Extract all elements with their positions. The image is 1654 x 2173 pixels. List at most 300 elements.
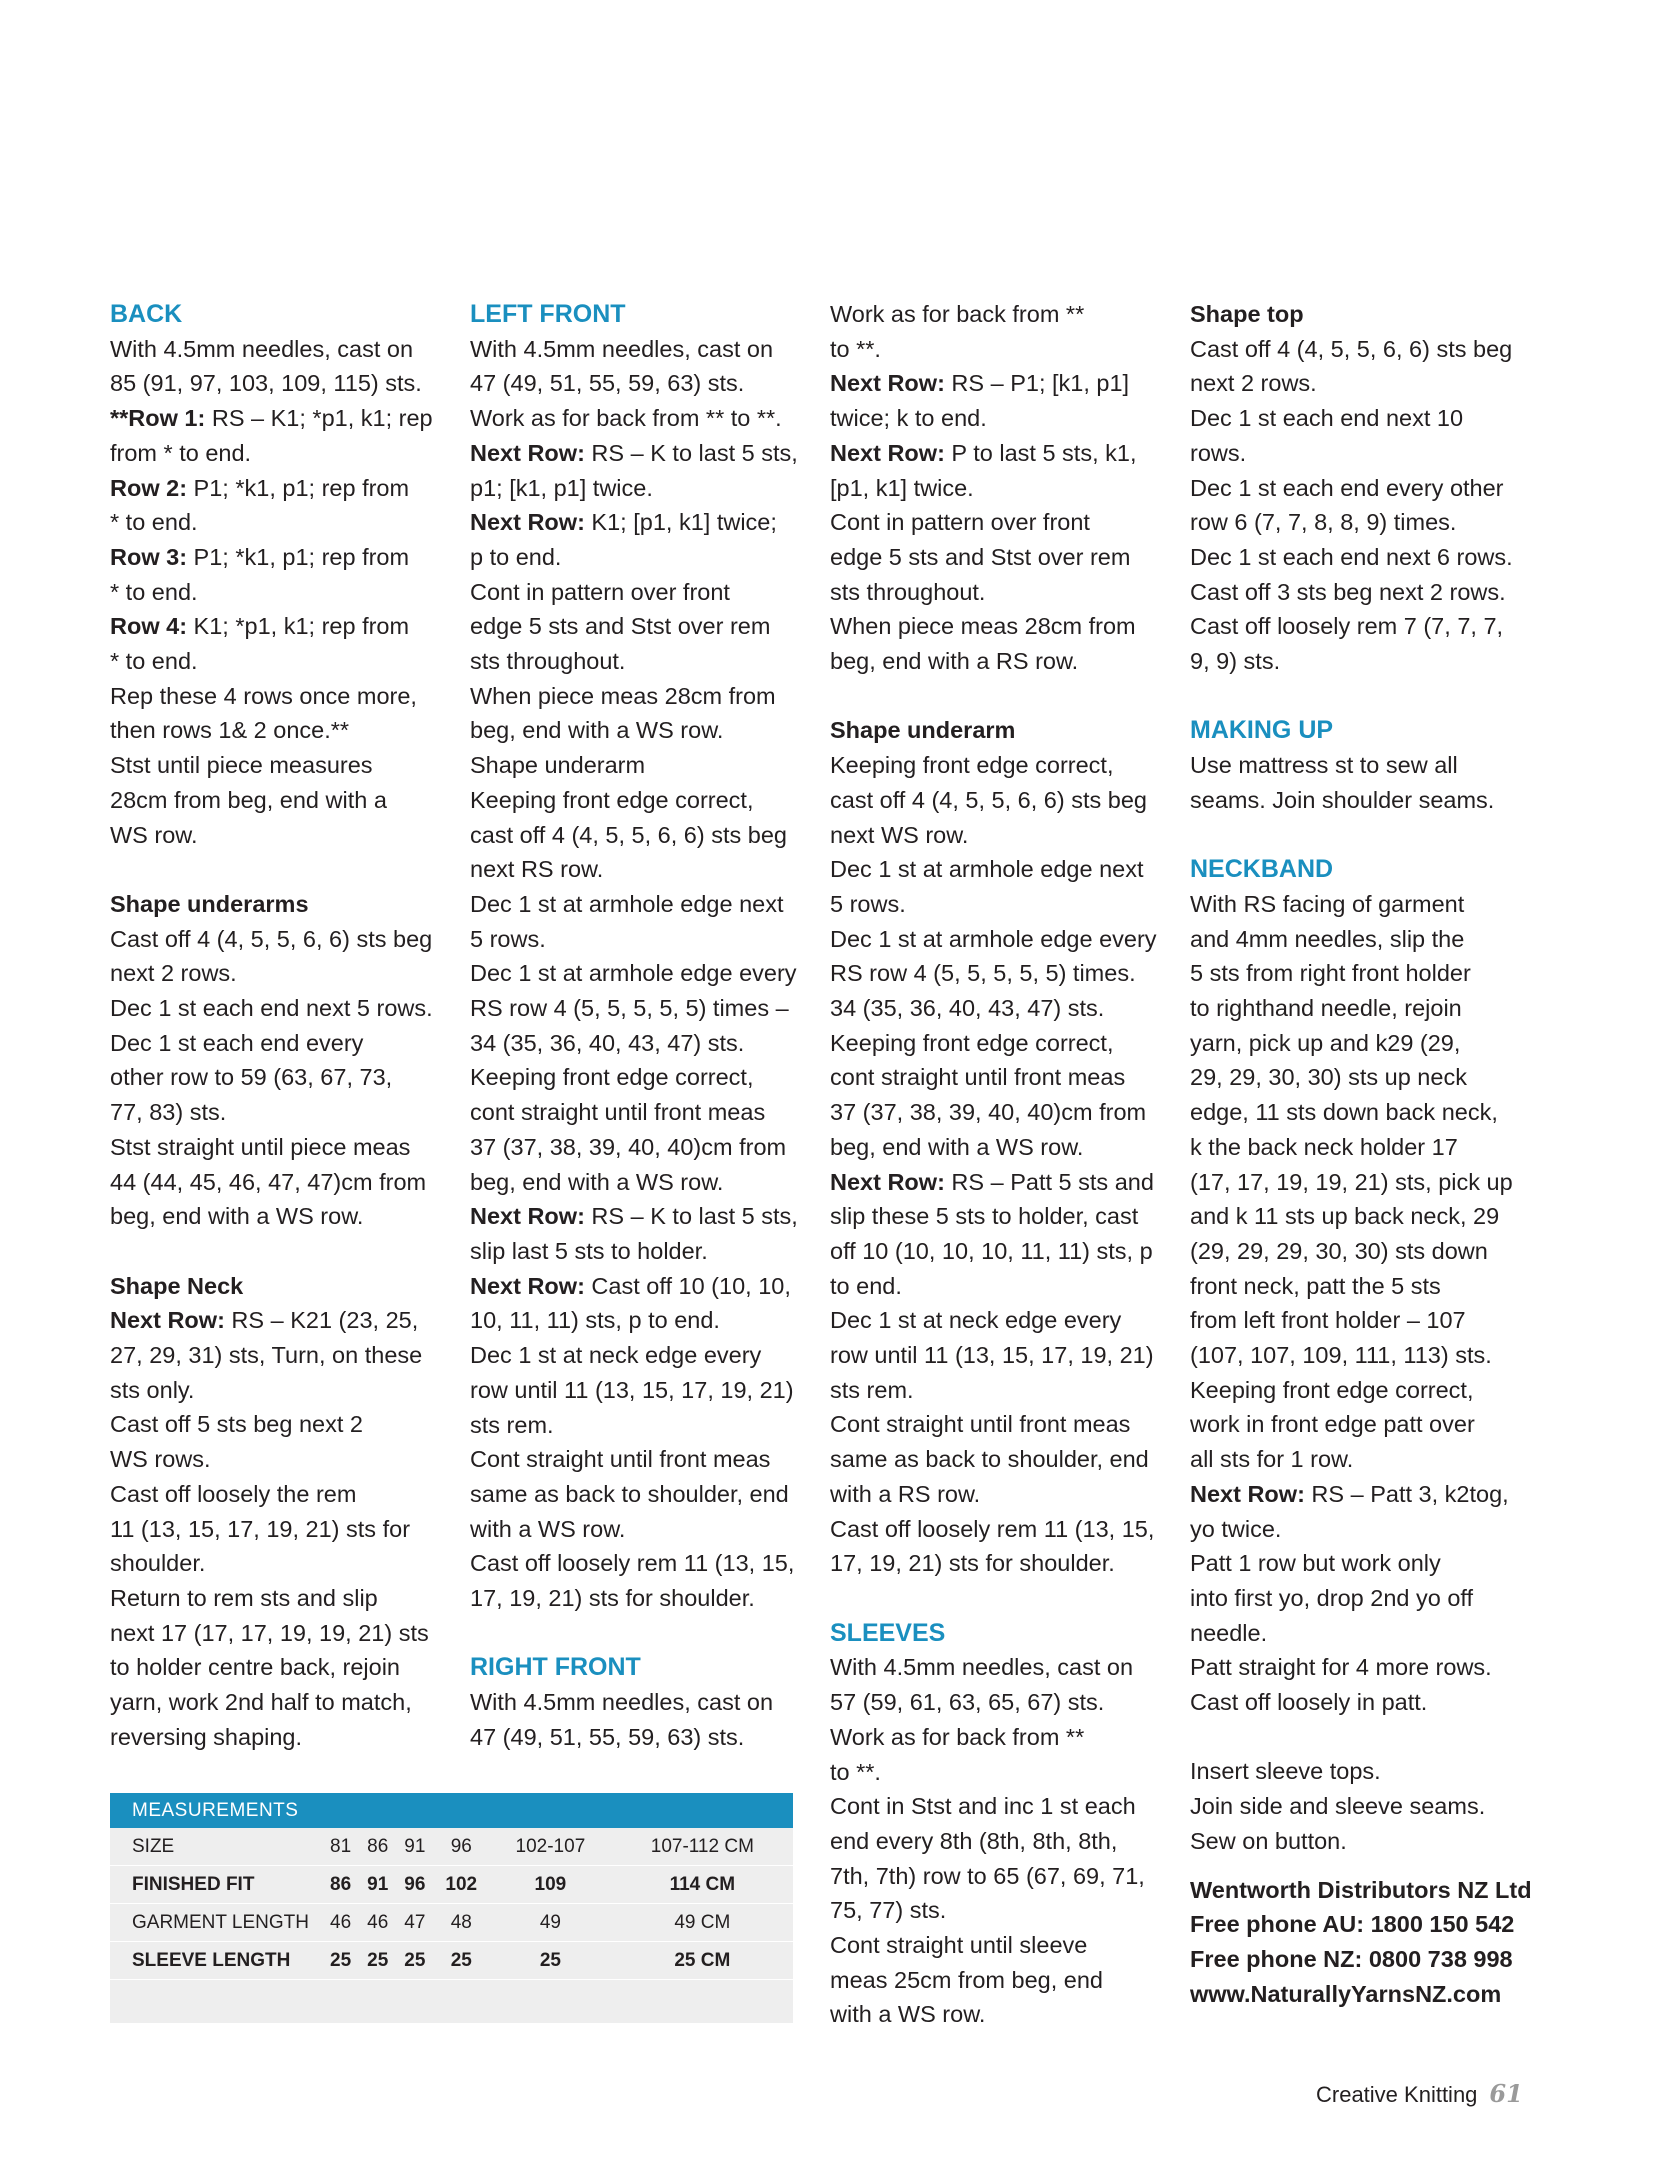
line-text: Cast off loosely rem 7 (7, 7, 7, [1190,613,1504,640]
line-text: needle. [1190,1619,1268,1646]
pattern-line [1190,609,1530,644]
line-text: 17, 19, 21) sts for shoulder. [830,1550,1115,1577]
line-text: to holder centre back, rejoin [110,1654,400,1681]
line-text: from left front holder – 107 [1190,1307,1466,1334]
pattern-line [110,991,450,1026]
pattern-line [830,1407,1170,1442]
line-text: sts rem. [470,1411,554,1438]
line-text: WS row. [110,821,198,848]
pattern-line [470,1442,810,1477]
line-text: 11 (13, 15, 17, 19, 21) sts for [110,1515,411,1542]
line-text: yarn, work 2nd half to match, [110,1689,412,1716]
measurement-value: 96 [433,1828,489,1866]
spacer [1190,679,1530,714]
pattern-line [1190,1512,1530,1547]
line-text: sts throughout. [830,578,986,605]
pattern-line [1190,1130,1530,1165]
pattern-line [1190,922,1530,957]
pattern-line [110,1546,450,1581]
pattern-line [830,1789,1170,1824]
line-text: 29, 29, 30, 30) sts up neck [1190,1064,1467,1091]
line-text: same as back to shoulder, end [830,1446,1149,1473]
pattern-line [1190,1477,1530,1512]
line-text: 5 rows. [830,890,906,917]
line-text: Keeping front edge correct, [830,752,1114,779]
line-text: [p1, k1] twice. [830,474,974,501]
line-text: 9, 9) sts. [1190,648,1281,675]
measurement-value: 25 [359,1942,396,1980]
website-link[interactable]: www.NaturallyYarnsNZ.com [1190,1980,1502,2007]
measurement-value: 46 [322,1904,359,1942]
row-label: Row 3: [110,543,188,570]
distributor-name: Wentworth Distributors NZ Ltd [1190,1876,1532,1903]
pattern-line [1190,436,1530,471]
pattern-line [110,366,450,401]
pattern-line [110,1026,450,1061]
pattern-line [110,332,450,367]
line-text: Cast off 10 (10, 10, [584,1272,791,1299]
measurement-value: 86 [359,1828,396,1866]
pattern-line [470,887,810,922]
pattern-line [1190,1442,1530,1477]
line-text: next 17 (17, 17, 19, 19, 21) sts [110,1619,429,1646]
measurement-value: 91 [359,1866,396,1904]
line-text: with a WS row. [830,2001,986,2028]
pattern-line [470,1026,810,1061]
line-text: 44 (44, 45, 46, 47, 47)cm from [110,1168,427,1195]
pattern-line [110,1650,450,1685]
line-text: with a WS row. [470,1515,626,1542]
line-text: Shape underarm [470,752,646,779]
measurement-value: 86 [322,1866,359,1904]
line-text: beg, end with a WS row. [470,1168,724,1195]
pattern-line [470,1720,810,1755]
pattern-line [110,540,450,575]
pattern-line [830,1338,1170,1373]
line-text: cont straight until front meas [470,1099,766,1126]
line-text: meas 25cm from beg, end [830,1966,1103,1993]
pattern-line [110,1720,450,1755]
pattern-line [110,401,450,436]
line-text: Patt straight for 4 more rows. [1190,1654,1492,1681]
pattern-line [830,1477,1170,1512]
pattern-line [110,1095,450,1130]
line-text: next RS row. [470,856,604,883]
pattern-line [110,1130,450,1165]
line-text: end every 8th (8th, 8th, 8th, [830,1827,1118,1854]
line-text: (17, 17, 19, 19, 21) sts, pick up [1190,1168,1513,1195]
pattern-line [830,1963,1170,1998]
spacer [1190,1720,1530,1755]
line-text: RS row 4 (5, 5, 5, 5, 5) times. [830,960,1136,987]
line-text: Keeping front edge correct, [830,1029,1114,1056]
line-text: 47 (49, 51, 55, 59, 63) sts. [470,370,745,397]
line-text: Cast off 4 (4, 5, 5, 6, 6) sts beg [110,925,433,952]
line-text: RIGHT FRONT [470,1653,641,1682]
pattern-line [1190,1269,1530,1304]
spacer [110,852,450,887]
pattern-line [110,1685,450,1720]
line-text: RS – K21 (23, 25, [224,1307,419,1334]
line-text: MAKING UP [1190,716,1334,745]
line-text: from * to end. [110,439,252,466]
pattern-line [1190,1581,1530,1616]
section-heading [1190,852,1530,887]
line-text: Patt 1 row but work only [1190,1550,1441,1577]
line-text: Keeping front edge correct, [470,1064,754,1091]
line-text: * to end. [110,578,198,605]
pattern-line [470,1373,810,1408]
pattern-line [110,922,450,957]
measurement-value: 47 [396,1904,433,1942]
pattern-line [830,505,1170,540]
pattern-line [110,1199,450,1234]
line-text: same as back to shoulder, end [470,1480,789,1507]
measurement-value: 49 [489,1904,612,1942]
line-text: sts only. [110,1376,195,1403]
line-text: With RS facing of garment [1190,890,1465,917]
line-text: RS – Patt 3, k2tog, [1304,1480,1509,1507]
line-text: Cont in pattern over front [470,578,730,605]
line-text: Dec 1 st at neck edge every [470,1342,762,1369]
measurement-row [110,1904,793,1942]
line-text: Cont straight until front meas [830,1411,1131,1438]
pattern-line [830,1234,1170,1269]
line-text: 47 (49, 51, 55, 59, 63) sts. [470,1723,745,1750]
pattern-line [830,1546,1170,1581]
spacer [110,1234,450,1269]
line-text: edge 5 sts and Stst over rem [830,543,1131,570]
line-text: (29, 29, 29, 30, 30) sts down [1190,1237,1488,1264]
pattern-line [830,1893,1170,1928]
pattern-line [1190,540,1530,575]
pattern-line [830,1060,1170,1095]
line-text: slip these 5 sts to holder, cast [830,1203,1139,1230]
pattern-line [830,1095,1170,1130]
pattern-line [830,783,1170,818]
pattern-line [470,332,810,367]
line-text: row until 11 (13, 15, 17, 19, 21) [830,1342,1154,1369]
measurement-value: 107-112 CM [612,1828,793,1866]
line-text: Cast off loosely the rem [110,1480,357,1507]
row-label: Row 2: [110,474,188,501]
pattern-line [1190,1303,1530,1338]
pattern-line [830,1859,1170,1894]
measurement-value: 81 [322,1828,359,1866]
pattern-line [830,1720,1170,1755]
pattern-line [110,713,450,748]
pattern-line [830,1755,1170,1790]
measurement-value: 46 [359,1904,396,1942]
spacer [470,1616,810,1651]
row-label: Row 4: [110,613,188,640]
row-label: Next Row: [830,370,945,397]
line-text: Rep these 4 rows once more, [110,682,417,709]
pattern-line [1190,471,1530,506]
line-text: (107, 107, 109, 111, 113) sts. [1190,1342,1492,1369]
line-text: Cast off loosely rem 11 (13, 15, [470,1550,795,1577]
pattern-line [1190,505,1530,540]
pattern-line [1190,1546,1530,1581]
line-text: cont straight until front meas [830,1064,1126,1091]
line-text: 75, 77) sts. [830,1897,947,1924]
pattern-line [1190,1789,1530,1824]
subsection-heading [110,1269,450,1304]
pattern-line [470,471,810,506]
pattern-line [470,818,810,853]
pattern-line [1190,1824,1530,1859]
row-label: **Row 1: [110,405,206,432]
pattern-line [110,748,450,783]
line-text: 34 (35, 36, 40, 43, 47) sts. [470,1029,745,1056]
line-text: work in front edge patt over [1190,1411,1475,1438]
spacer [1190,818,1530,853]
pattern-line [830,575,1170,610]
pattern-line [830,1130,1170,1165]
section-heading [470,1650,810,1685]
line-text: Dec 1 st at armhole edge next [470,890,784,917]
line-text: edge, 11 sts down back neck, [1190,1099,1498,1126]
pattern-line [470,679,810,714]
pattern-line [1190,783,1530,818]
pattern-line [1190,887,1530,922]
line-text: beg, end with a RS row. [830,648,1079,675]
line-text: 28cm from beg, end with a [110,786,387,813]
pattern-line [1190,644,1530,679]
pattern-line [470,1130,810,1165]
row-label: Next Row: [470,1272,585,1299]
line-text: Join side and sleeve seams. [1190,1793,1486,1820]
pattern-line [470,713,810,748]
measurement-label: FINISHED FIT [110,1866,322,1904]
line-text: Cast off 3 sts beg next 2 rows. [1190,578,1506,605]
pattern-line [110,644,450,679]
line-text: Cont in pattern over front [830,509,1090,536]
line-text: then rows 1& 2 once.** [110,717,350,744]
pattern-line [830,436,1170,471]
pattern-line [470,852,810,887]
measurements-grid [110,1828,793,1980]
line-text: RS row 4 (5, 5, 5, 5, 5) times – [470,995,789,1022]
line-text: * to end. [110,509,198,536]
line-text: next WS row. [830,821,969,848]
pattern-line [830,1650,1170,1685]
subsection-heading [1190,297,1530,332]
measurement-label: SIZE [110,1828,322,1866]
pattern-line [470,1234,810,1269]
line-text: Keeping front edge correct, [1190,1376,1474,1403]
line-text: 57 (59, 61, 63, 65, 67) sts. [830,1689,1105,1716]
pattern-line [830,609,1170,644]
line-text: to righthand needle, rejoin [1190,995,1462,1022]
pattern-line [470,366,810,401]
line-text: row until 11 (13, 15, 17, 19, 21) [470,1376,794,1403]
line-text: next 2 rows. [1190,370,1317,397]
pattern-line [1190,1234,1530,1269]
line-text: other row to 59 (63, 67, 73, [110,1064,393,1091]
line-text: Dec 1 st at armhole edge next [830,856,1144,883]
line-text: K1; [p1, k1] twice; [584,509,777,536]
pattern-line [110,1407,450,1442]
line-text: Stst straight until piece meas [110,1133,411,1160]
line-text: RS – Patt 5 sts and [944,1168,1154,1195]
line-text: yo twice. [1190,1515,1282,1542]
pattern-line [830,644,1170,679]
row-label: Next Row: [830,439,945,466]
line-text: 7th, 7th) row to 65 (67, 69, 71, [830,1862,1145,1889]
measurement-value: 25 [489,1942,612,1980]
pattern-line [1190,332,1530,367]
pattern-line [110,1303,450,1338]
pattern-line [470,609,810,644]
line-text: Cont straight until front meas [470,1446,771,1473]
column-3 [830,297,1170,2032]
pattern-line [830,991,1170,1026]
line-text: off 10 (10, 10, 10, 11, 11) sts, p [830,1237,1153,1264]
line-text: LEFT FRONT [470,300,626,328]
line-text: 85 (91, 97, 103, 109, 115) sts. [110,370,422,397]
pattern-line [830,922,1170,957]
pattern-line [830,956,1170,991]
pattern-line [110,1338,450,1373]
line-text: Dec 1 st each end every [110,1029,364,1056]
line-text: P1; *k1, p1; rep from [187,543,410,570]
line-text: With 4.5mm needles, cast on [830,1654,1134,1681]
pattern-line [110,1165,450,1200]
line-text: cast off 4 (4, 5, 5, 6, 6) sts beg [830,786,1147,813]
line-text: With 4.5mm needles, cast on [470,1689,774,1716]
pattern-line [470,1512,810,1547]
pattern-line [830,540,1170,575]
line-text: slip last 5 sts to holder. [470,1237,708,1264]
measurement-row [110,1828,793,1866]
pattern-line [110,1616,450,1651]
line-text: rows. [1190,439,1247,466]
pattern-line [830,1303,1170,1338]
subsection-heading [110,887,450,922]
pattern-line [470,1408,810,1443]
pattern-line [830,852,1170,887]
pattern-line [1190,401,1530,436]
pattern-line [110,818,450,853]
line-text: Dec 1 st each end next 5 rows. [110,995,433,1022]
pattern-line [470,956,810,991]
line-text: Return to rem sts and slip [110,1584,378,1611]
measurement-value: 25 [433,1942,489,1980]
pattern-line [110,783,450,818]
pattern-line [830,401,1170,436]
line-text: Insert sleeve tops. [1190,1758,1381,1785]
line-text: Cast off 5 sts beg next 2 [110,1411,363,1438]
pattern-line [470,1546,810,1581]
pattern-line [830,297,1170,332]
line-text: BACK [110,300,183,328]
measurements-title: MEASUREMENTS [110,1793,793,1828]
pattern-line [470,1477,810,1512]
pattern-line [830,1199,1170,1234]
line-text: Stst until piece measures [110,752,373,779]
measurement-row [110,1866,793,1904]
pattern-line [1190,1650,1530,1685]
pattern-line [830,818,1170,853]
pattern-line [470,575,810,610]
line-text: beg, end with a WS row. [470,717,724,744]
line-text: When piece meas 28cm from [470,682,776,709]
measurement-value: 91 [396,1828,433,1866]
pattern-line [830,887,1170,922]
line-text: With 4.5mm needles, cast on [470,335,774,362]
pattern-line [110,1581,450,1616]
line-text: 10, 11, 11) sts, p to end. [470,1307,720,1334]
pattern-line [830,332,1170,367]
pattern-line [1190,1373,1530,1408]
line-text: Dec 1 st each end next 6 rows. [1190,543,1513,570]
line-text: 77, 83) sts. [110,1099,227,1126]
line-text: cast off 4 (4, 5, 5, 6, 6) sts beg [470,821,787,848]
pattern-line [830,748,1170,783]
line-text: RS – K1; *p1, k1; rep [205,405,433,432]
line-text: P1; *k1, p1; rep from [187,474,410,501]
row-label: Next Row: [1190,1480,1305,1507]
page-footer [1316,2079,1523,2108]
line-text: WS rows. [110,1446,211,1473]
pattern-line [110,575,450,610]
line-text: Shape underarm [830,717,1016,744]
pattern-line [110,471,450,506]
pattern-line [110,1373,450,1408]
line-text: all sts for 1 row. [1190,1446,1354,1473]
line-text: NECKBAND [1190,855,1334,884]
line-text: Cont in Stst and inc 1 st each [830,1793,1136,1820]
pattern-line [110,609,450,644]
pattern-line [470,1581,810,1616]
measurement-row [110,1942,793,1980]
pattern-line [830,1373,1170,1408]
line-text: shoulder. [110,1550,206,1577]
distributor-contact [1190,1873,1530,2012]
line-text: Cast off 4 (4, 5, 5, 6, 6) sts beg [1190,335,1513,362]
pattern-line [1190,1754,1530,1789]
pattern-line [1190,991,1530,1026]
line-text: seams. Join shoulder seams. [1190,786,1495,813]
pattern-line [110,436,450,471]
row-label: Next Row: [470,1203,585,1230]
pattern-line [830,1997,1170,2032]
line-text: yarn, pick up and k29 (29, [1190,1029,1461,1056]
line-text: and k 11 sts up back neck, 29 [1190,1203,1500,1230]
measurements-table [110,1793,793,2023]
row-label: Next Row: [470,509,585,536]
line-text: front neck, patt the 5 sts [1190,1272,1441,1299]
column-4 [1190,297,1530,2011]
pattern-line [470,922,810,957]
pattern-line [830,1928,1170,1963]
pattern-line [110,956,450,991]
line-text: SLEEVES [830,1618,946,1647]
column-4-lines [1190,297,1530,1859]
line-text: 37 (37, 38, 39, 40, 40)cm from [830,1099,1147,1126]
line-text: P to last 5 sts, k1, [944,439,1137,466]
pattern-line [830,1824,1170,1859]
measurement-value: 102-107 [489,1828,612,1866]
section-heading [110,297,450,332]
line-text: p1; [k1, p1] twice. [470,474,653,501]
line-text: Dec 1 st at neck edge every [830,1307,1122,1334]
pattern-line [470,540,810,575]
line-text: Work as for back from ** [830,1723,1085,1750]
line-text: p to end. [470,543,562,570]
pattern-line [470,1269,810,1304]
